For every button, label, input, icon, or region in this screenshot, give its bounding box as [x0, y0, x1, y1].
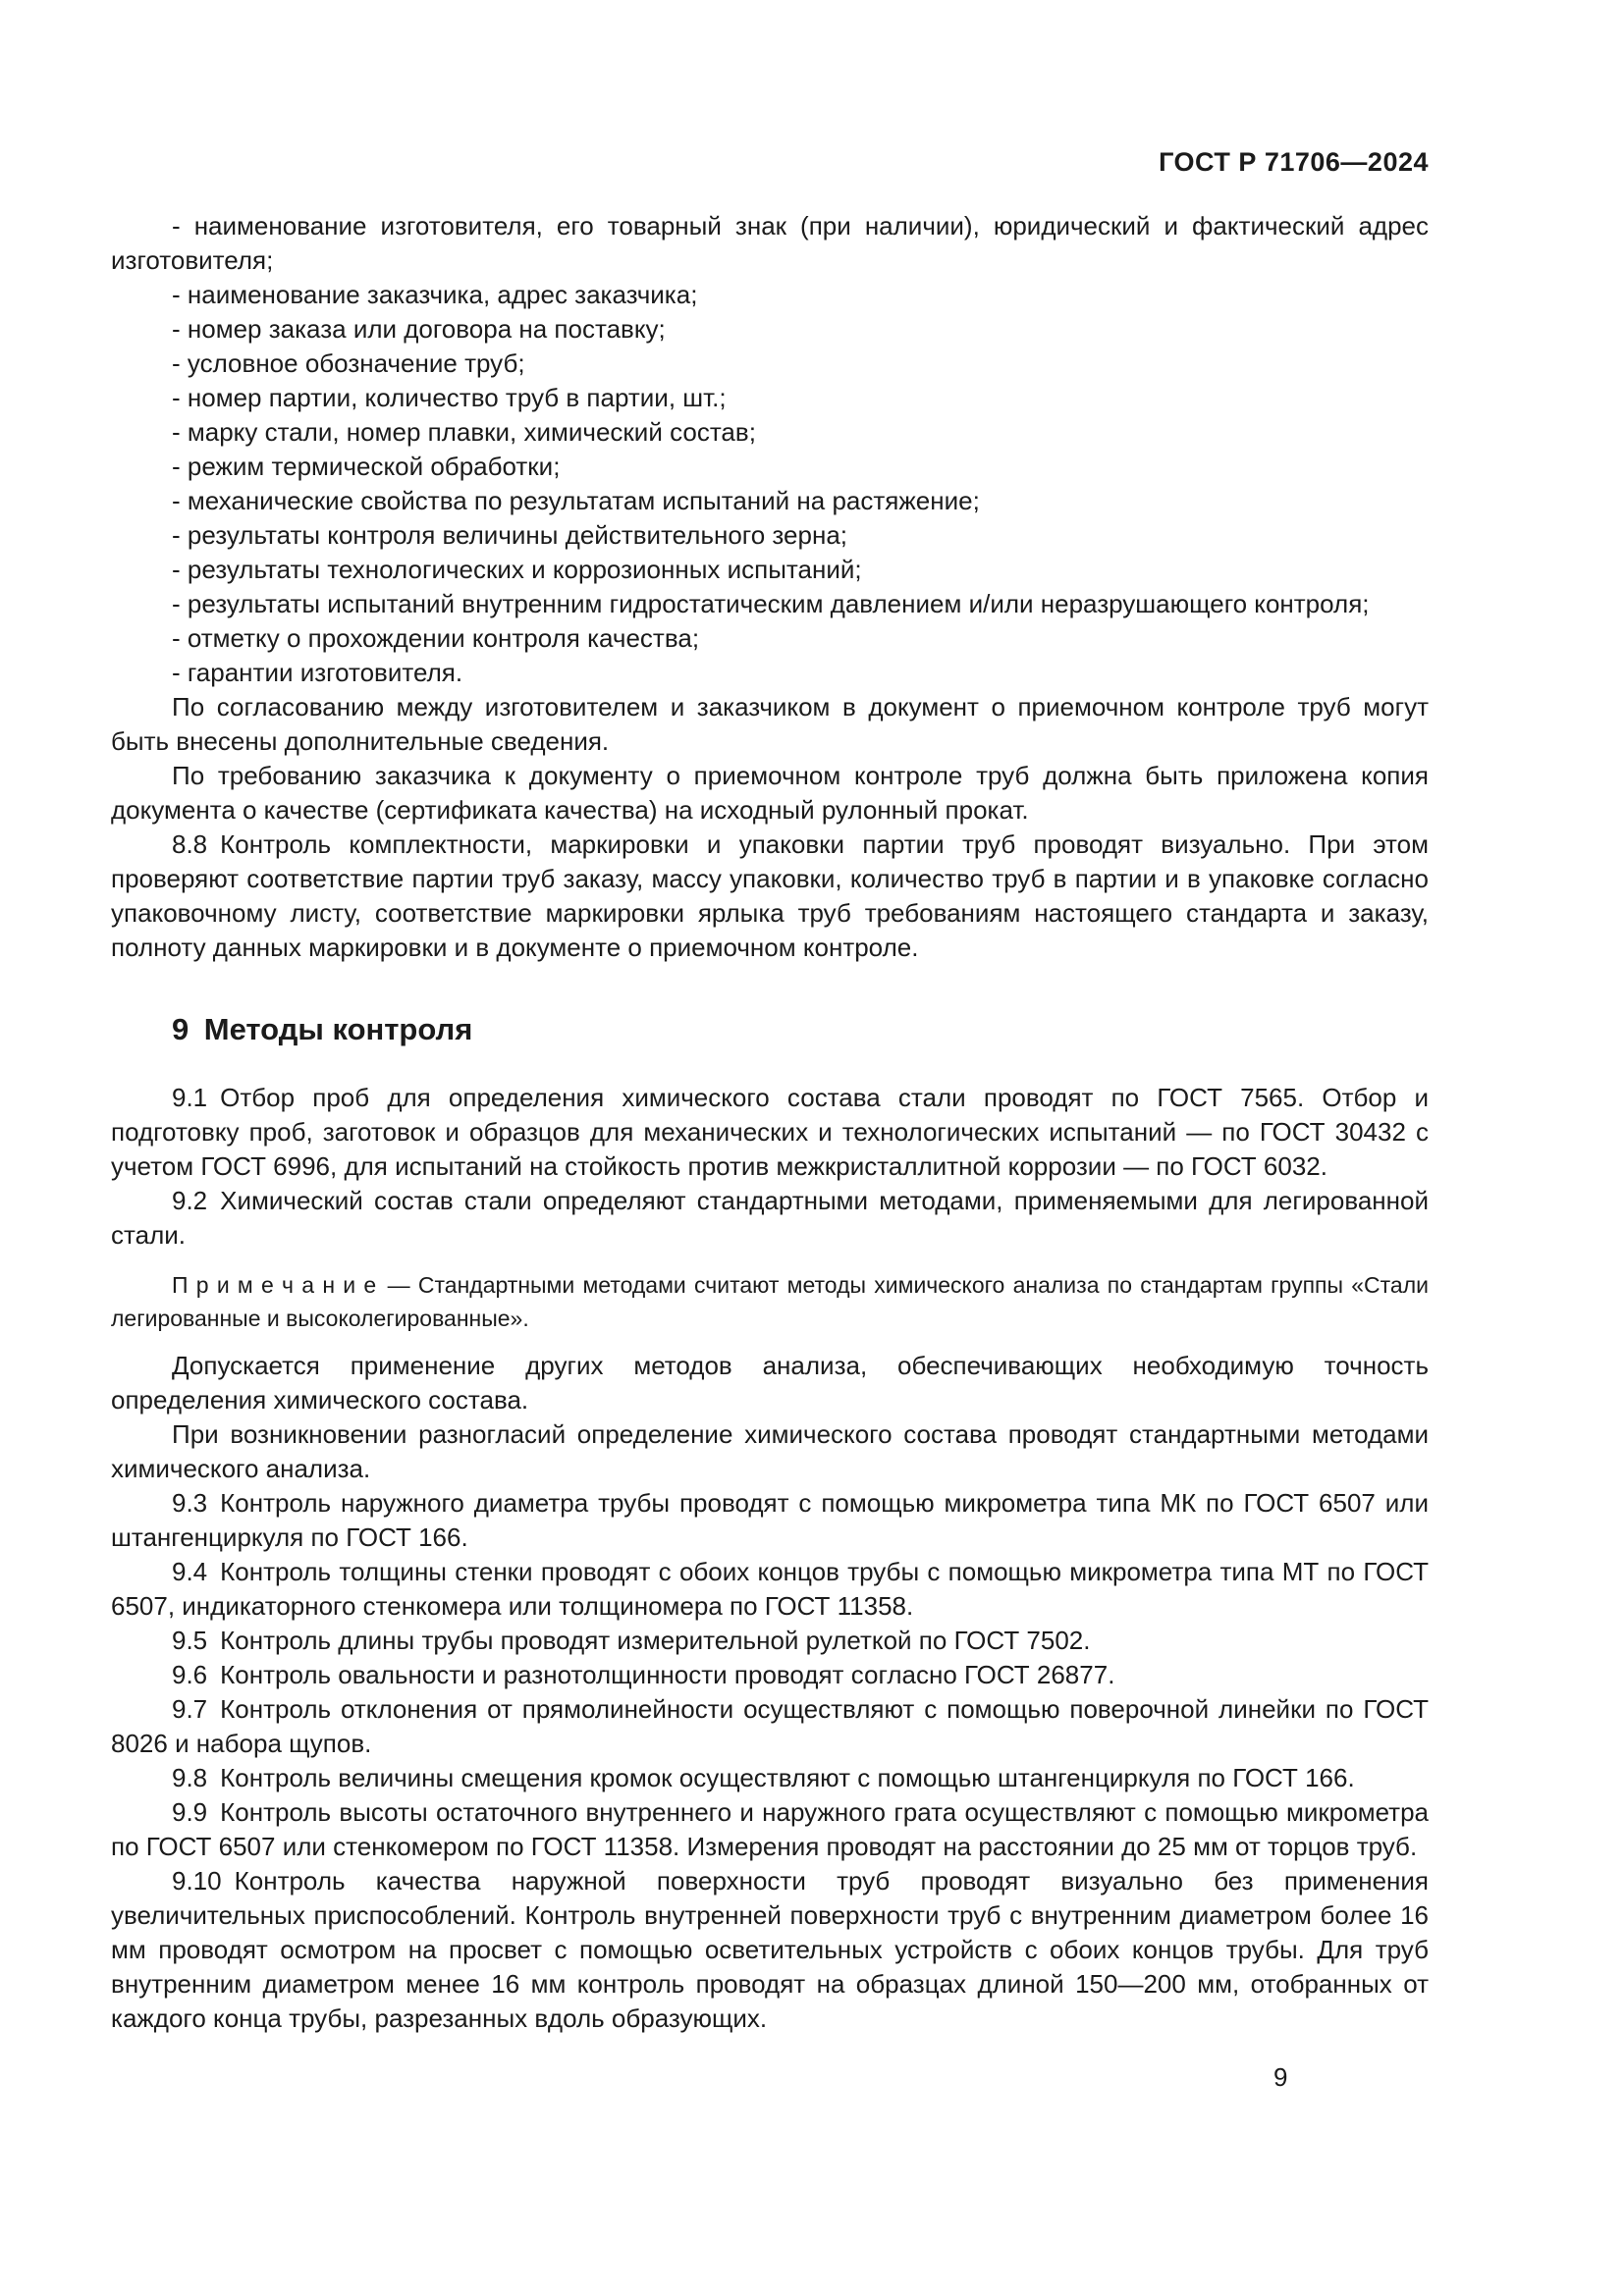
paragraph: 9.4 Контроль толщины стенки проводят с обоих концов трубы с помощью микрометра типа МТ по ГОСТ 6507, индикаторного стенкомера или толщиномера по ГОСТ 11358. [111, 1557, 1429, 1621]
paragraph: 9.2 Химический состав стали определяют стандартными методами, применяемыми для легированной стали. [111, 1186, 1429, 1250]
list-item: - гарантии изготовителя. [172, 658, 463, 687]
paragraph: 9.10 Контроль качества наружной поверхности труб проводят визуально без применения увеличительных приспособлений. Контроль внутренней поверхности труб с внутренним диаметром более 16 мм проводят осмотром на просвет с помощью осветительных устройств с обоих концов трубы. Для труб внутренним диаметром менее 16 мм контроль проводят на образцах длиной 150—200 мм, отобранных от каждого конца трубы, разрезанных вдоль образующих. [111, 1866, 1429, 2033]
list-item: - отметку о прохождении контроля качества; [172, 623, 700, 653]
list-item: - результаты испытаний внутренним гидростатическим давлением и/или неразрушающего контроля; [172, 589, 1370, 618]
paragraph: 9.5 Контроль длины трубы проводят измерительной рулеткой по ГОСТ 7502. [172, 1626, 1091, 1655]
list-item: - результаты контроля величины действительного зерна; [172, 520, 847, 550]
list-item: - номер партии, количество труб в партии, шт.; [172, 383, 727, 412]
list-item: - номер заказа или договора на поставку; [172, 314, 666, 344]
paragraph: 9.8 Контроль величины смещения кромок осуществляют с помощью штангенциркуля по ГОСТ 166. [172, 1763, 1355, 1792]
list-item: - результаты технологических и коррозионных испытаний; [172, 555, 862, 584]
page-number: 9 [1273, 2062, 1288, 2092]
document-body [111, 209, 1429, 2036]
note-paragraph: П р и м е ч а н и е — Стандартными методами считают методы химического анализа по стандартам группы «Стали легированные и высоколегированные». [111, 1272, 1429, 1331]
paragraph: По согласованию между изготовителем и заказчиком в документ о приемочном контроле труб могут быть внесены дополнительные сведения. [111, 692, 1429, 756]
list-item: - режим термической обработки; [172, 452, 561, 481]
paragraph: 9.7 Контроль отклонения от прямолинейности осуществляют с помощью поверочной линейки по ГОСТ 8026 и набора щупов. [111, 1694, 1429, 1758]
list-item: - марку стали, номер плавки, химический состав; [172, 417, 756, 447]
list-item: - условное обозначение труб; [172, 348, 525, 378]
section-heading: 9 Методы контроля [172, 1012, 473, 1046]
list-item: - механические свойства по результатам испытаний на растяжение; [172, 486, 980, 515]
paragraph: При возникновении разногласий определение химического состава проводят стандартными методами химического анализа. [111, 1419, 1429, 1483]
paragraph: Допускается применение других методов анализа, обеспечивающих необходимую точность определения химического состава. [111, 1351, 1429, 1415]
running-header: ГОСТ Р 71706—2024 [1159, 147, 1429, 177]
paragraph: 8.8 Контроль комплектности, маркировки и упаковки партии труб проводят визуально. При этом проверяют соответствие партии труб заказу, массу упаковки, количество труб в партии и в упаковке согласно упаковочному листу, соответствие маркировки ярлыка труб требованиям настоящего стандарта и заказу, полноту данных маркировки и в документе о приемочном контроле. [111, 829, 1429, 962]
paragraph: 9.3 Контроль наружного диаметра трубы проводят с помощью микрометра типа МК по ГОСТ 6507 или штангенциркуля по ГОСТ 166. [111, 1488, 1429, 1552]
list-item: - наименование изготовителя, его товарный знак (при наличии), юридический и фактический адрес изготовителя; [111, 211, 1429, 275]
paragraph: 9.1 Отбор проб для определения химического состава стали проводят по ГОСТ 7565. Отбор и подготовку проб, заготовок и образцов для механических и технологических испытаний — по ГОСТ 30432 с учетом ГОСТ 6996, для испытаний на стойкость против межкристаллитной коррозии — по ГОСТ 6032. [111, 1083, 1429, 1181]
paragraph: 9.9 Контроль высоты остаточного внутреннего и наружного грата осуществляют с помощью микрометра по ГОСТ 6507 или стенкомером по ГОСТ 11358. Измерения проводят на расстоянии до 25 мм от торцов труб. [111, 1797, 1429, 1861]
list-item: - наименование заказчика, адрес заказчика; [172, 280, 698, 309]
paragraph: 9.6 Контроль овальности и разнотолщинности проводят согласно ГОСТ 26877. [172, 1660, 1115, 1689]
paragraph: По требованию заказчика к документу о приемочном контроле труб должна быть приложена копия документа о качестве (сертификата качества) на исходный рулонный прокат. [111, 761, 1429, 825]
